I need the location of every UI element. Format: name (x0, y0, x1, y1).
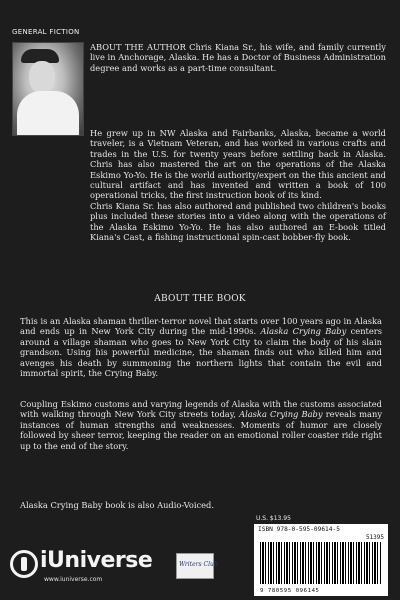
category-label: GENERAL FICTION (12, 28, 80, 36)
price-label: U.S. $13.95 (256, 515, 291, 522)
photo-body (17, 91, 79, 135)
author-bio (90, 128, 386, 242)
book-desc-2-start: Coupling Eskimo customs and varying legends of Alaska with the customs associated with walking through New York City streets today, (20, 399, 382, 420)
photo-face (29, 61, 55, 93)
publisher-url: www.iuniverse.com (44, 576, 103, 583)
book-desc-1-start: This is an Alaska shaman thriller-terror novel that starts over 100 years ago in Alaska and ends up in New York City during the mid-1990s. (20, 316, 382, 337)
isbn-text: ISBN 978-0-595-09614-5 (258, 526, 340, 533)
writers-club-logo (176, 553, 218, 579)
about-author-intro: ABOUT THE AUTHOR Chris Kiana Sr., his wife, and family currently live in Anchorage, Alaska. He has a Doctor of Business Administration degree and works as a part-time consultant. (90, 42, 386, 73)
barcode-bars (260, 542, 382, 584)
writers-club-label: Writers Club (179, 561, 218, 568)
book-desc-2-end: reveals many instances of human strengths and weaknesses. Moments of humor are closely followed by sheer terror, keeping the reader on an emotional roller coaster ride right up to the end of the story. (20, 409, 383, 451)
book-description-paragraph-2 (20, 399, 382, 451)
publisher-logo (10, 548, 160, 592)
book-description-paragraph-1 (20, 316, 382, 378)
iuniverse-logo-icon (10, 550, 38, 578)
isbn-barcode (254, 524, 388, 596)
barcode-supplement: 51395 (365, 534, 384, 541)
author-bio-paragraph-2: Chris Kiana Sr. has also authored and published two children's books plus included these stories into a video along with the operations of the Alaska Eskimo Yo-Yo. He has also authored an E-book titled Kiana's Cast, a fishing instructional spin-cast bobber-fly book. (90, 200, 386, 243)
audio-voiced-note: Alaska Crying Baby book is also Audio-Voiced. (20, 500, 214, 510)
about-book-heading: ABOUT THE BOOK (154, 294, 246, 304)
book-desc-1-end: centers around a village shaman who goes to New York City to claim the body of his slain grandson. Using his powerful medicine, the shaman finds out who killed him and avenges his death by summoning the northern lights that contain the evil and immortal spirit, the Crying Baby. (20, 326, 383, 379)
barcode-number: 9 780595 096145 (260, 588, 320, 594)
book-title-italic: Alaska Crying Baby (239, 409, 323, 420)
author-bio-paragraph-1: He grew up in NW Alaska and Fairbanks, Alaska, became a world traveler, is a Vietnam Veteran, and has worked in various crafts and trades in the U.S. for twenty years before settling back in Alaska. Chris has also mastered the art on the operations of the Alaska Eskimo Yo-Yo. He is the world authority/expert on the this ancient and cultural artifact and has invented and written a book of 100 operational tricks, the first instruction book of its kind. (90, 128, 386, 201)
author-photo (12, 42, 84, 136)
publisher-name: iUniverse (40, 548, 153, 573)
book-title-italic: Alaska Crying Baby (260, 326, 347, 337)
